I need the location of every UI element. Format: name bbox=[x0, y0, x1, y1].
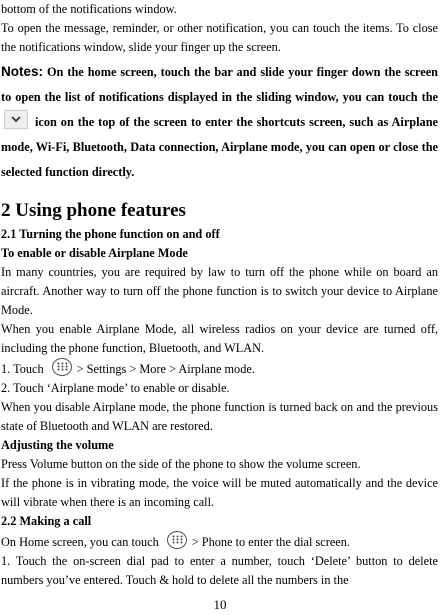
apps-grid-icon bbox=[52, 358, 72, 376]
call-line-1-suffix: > Phone to enter the dial screen. bbox=[191, 535, 350, 549]
airplane-step-1-suffix: > Settings > More > Airplane mode. bbox=[76, 362, 255, 376]
airplane-step-2: 2. Touch ‘Airplane mode’ to enable or disable. bbox=[1, 381, 230, 395]
call-line-1 bbox=[1, 531, 438, 552]
notes-text-before-icon: On the home screen, touch the bar and slide your finger down the screen to open the list of notifications displayed in the sliding window, you can touch the bbox=[1, 65, 438, 104]
volume-para-2: If the phone is in vibrating mode, the voice will be muted automatically and the device will vibrate when there is an incoming call. bbox=[1, 476, 438, 509]
call-step-1: 1. Touch the on-screen dial pad to enter a number, touch ‘Delete’ button to delete numbers you’ve entered. Touch & hold to delete all the numbers in the bbox=[1, 554, 438, 587]
airplane-mode-subheading: To enable or disable Airplane Mode bbox=[1, 246, 188, 260]
intro-line-2: To open the message, reminder, or other notification, you can touch the items. To close the notifications window, slide your finger up the screen. bbox=[1, 21, 438, 54]
airplane-para-2: When you enable Airplane Mode, all wireless radios on your device are turned off, including the phone function, Bluetooth, and WLAN. bbox=[1, 322, 438, 355]
call-line-1-prefix: On Home screen, you can touch bbox=[1, 535, 159, 549]
chevron-down-icon bbox=[4, 110, 28, 129]
intro-line-1: bottom of the notifications window. bbox=[1, 2, 177, 16]
airplane-para-3: When you disable Airplane mode, the phone function is turned back on and the previous state of Bluetooth and WLAN are restored. bbox=[1, 400, 438, 433]
volume-para-1: Press Volume button on the side of the phone to show the volume screen. bbox=[1, 457, 361, 471]
airplane-step-1 bbox=[1, 358, 438, 379]
notes-paragraph bbox=[1, 59, 438, 185]
chapter-title: 2 Using phone features bbox=[1, 200, 186, 221]
notes-label: Notes: bbox=[1, 64, 44, 79]
volume-heading: Adjusting the volume bbox=[1, 438, 114, 452]
apps-grid-icon bbox=[167, 531, 187, 549]
section-2-2-heading: 2.2 Making a call bbox=[1, 514, 92, 528]
page-number: 10 bbox=[213, 597, 227, 612]
notes-text-after-icon: icon on the top of the screen to enter the shortcuts screen, such as Airplane mode, Wi-Fi, Bluetooth, Data connection, Airplane mode, you can open or close the selected function directly. bbox=[1, 115, 438, 179]
section-2-1-heading: 2.1 Turning the phone function on and off bbox=[1, 227, 220, 241]
airplane-para-1: In many countries, you are required by law to turn off the phone while on board an aircraft. Another way to turn off the phone function is to switch your device to Airplane Mode. bbox=[1, 265, 438, 317]
airplane-step-1-prefix: 1. Touch bbox=[1, 362, 44, 376]
